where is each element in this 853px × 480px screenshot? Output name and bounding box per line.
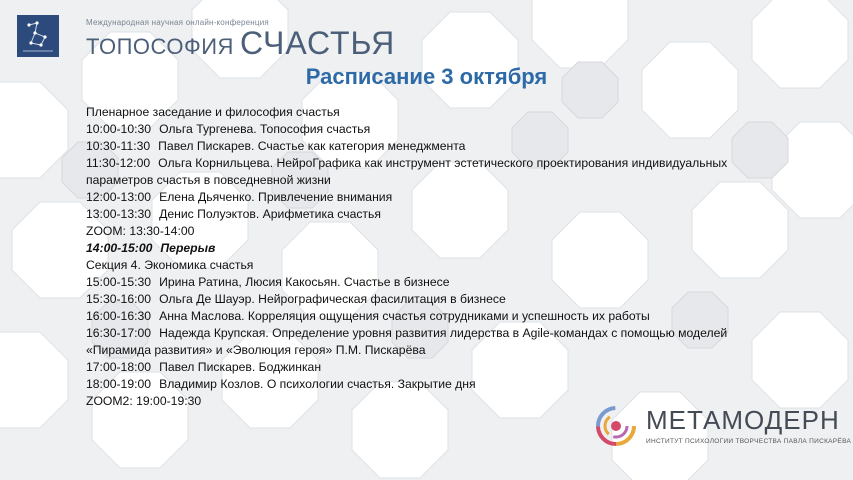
schedule-text: Ольга Корнильцева. НейроГрафика как инструмент эстетического проектирования индивидуальных параметров счастья в повседневной жизни — [86, 156, 728, 187]
schedule-item — [86, 325, 786, 359]
schedule-item — [86, 155, 786, 189]
schedule-item — [86, 257, 786, 274]
schedule-text: Пленарное заседание и философия счастья — [86, 105, 340, 119]
schedule-time: 15:30-16:00 — [86, 292, 152, 306]
page-title: Расписание 3 октября — [305, 64, 548, 89]
schedule-time: 14:00-15:00 — [86, 241, 153, 255]
schedule-text: ZOOM: 13:30-14:00 — [86, 224, 195, 238]
institute-logo — [596, 404, 852, 454]
schedule-text: Владимир Козлов. О психологии счастья. Закрытие дня — [159, 377, 476, 391]
institute-subtitle: ИНСТИТУТ ПСИХОЛОГИИ ТВОРЧЕСТВА ПАВЛА ПИСКАРЁВА — [646, 438, 852, 445]
schedule-item — [86, 291, 786, 308]
schedule-text: Надежда Крупская. Определение уровня развития лидерства в Agile-командах с помощью моделей «Пирамида развития» и «Эволюция героя» П.М. Пискарёва — [86, 326, 728, 357]
schedule-text: ZOOM2: 19:00-19:30 — [86, 394, 202, 408]
conference-title-part2: СЧАСТЬЯ — [239, 25, 396, 61]
schedule-time: 17:00-18:00 — [86, 360, 152, 374]
schedule-time: 15:00-15:30 — [86, 275, 152, 289]
schedule-item — [86, 223, 786, 240]
conference-header — [86, 18, 395, 62]
schedule-text: Перерыв — [160, 241, 216, 255]
schedule-text: Ирина Ратина, Люсия Какосьян. Счастье в бизнесе — [159, 275, 450, 289]
schedule-text: Анна Маслова. Корреляция ощущения счастья сотрудниками и успешность их работы — [159, 309, 650, 323]
schedule-list — [86, 104, 786, 410]
schedule-time: 16:00-16:30 — [86, 309, 152, 323]
schedule-item — [86, 359, 786, 376]
schedule-text: Павел Пискарев. Боджинкан — [159, 360, 322, 374]
schedule-time: 12:00-13:00 — [86, 190, 152, 204]
schedule-text: Секция 4. Экономика счастья — [86, 258, 254, 272]
schedule-item — [86, 104, 786, 121]
constellation-icon — [17, 15, 59, 57]
conference-title — [86, 25, 396, 62]
spiral-logo-icon — [596, 406, 636, 446]
schedule-item — [86, 206, 786, 223]
schedule-text: Денис Полуэктов. Арифметика счастья — [159, 207, 381, 221]
schedule-time: 10:30-11:30 — [86, 139, 151, 153]
schedule-item — [86, 189, 786, 206]
schedule-item-break — [86, 240, 786, 257]
schedule-text: Елена Дьяченко. Привлечение внимания — [159, 190, 393, 204]
schedule-item — [86, 308, 786, 325]
conference-logo — [17, 15, 59, 57]
schedule-item — [86, 121, 786, 138]
schedule-text: Ольга Тургенева. Топософия счастья — [159, 122, 371, 136]
institute-name: МЕТАМОДЕРН — [646, 405, 840, 435]
conference-title-part1: ТОПОСОФИЯ — [86, 34, 234, 59]
schedule-text: Ольга Де Шауэр. Нейрографическая фасилитация в бизнесе — [159, 292, 506, 306]
schedule-item — [86, 274, 786, 291]
schedule-item — [86, 138, 786, 155]
schedule-time: 11:30-12:00 — [86, 156, 151, 170]
schedule-time: 18:00-19:00 — [86, 377, 152, 391]
schedule-time: 16:30-17:00 — [86, 326, 152, 340]
schedule-text: Павел Пискарев. Счастье как категория менеджмента — [158, 139, 466, 153]
schedule-time: 13:00-13:30 — [86, 207, 152, 221]
schedule-time: 10:00-10:30 — [86, 122, 152, 136]
schedule-item — [86, 376, 786, 393]
conference-subtitle: Международная научная онлайн-конференция — [86, 18, 269, 27]
